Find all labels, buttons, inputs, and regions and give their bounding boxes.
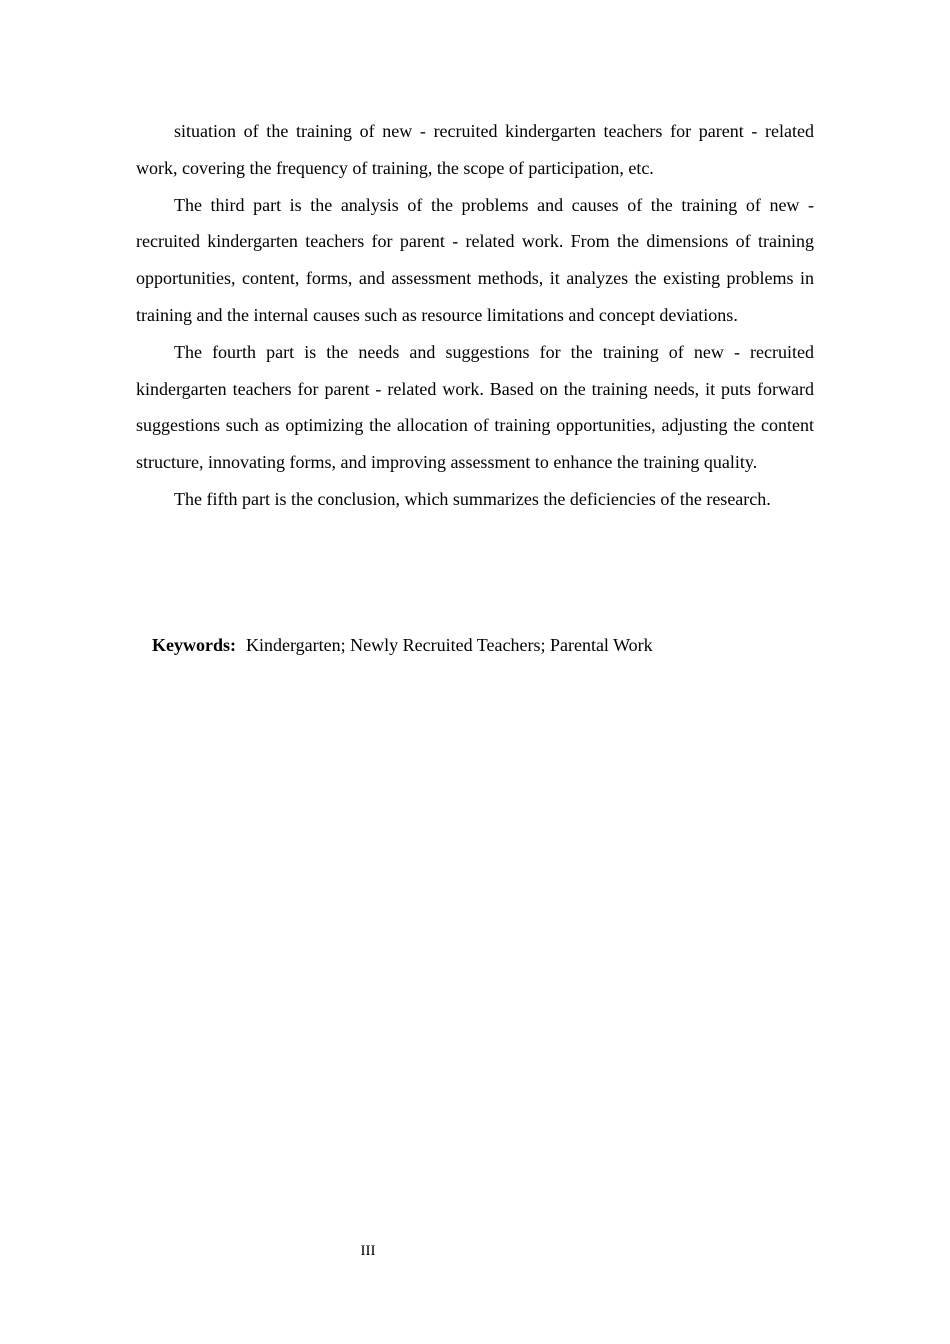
abstract-body bbox=[136, 113, 814, 518]
paragraph-fifth-part: The fifth part is the conclusion, which summarizes the deficiencies of the research. bbox=[174, 488, 771, 509]
keywords-text: Kindergarten; Newly Recruited Teachers; Parental Work bbox=[246, 635, 653, 655]
page-number: III bbox=[360, 1243, 376, 1259]
keywords-line bbox=[152, 627, 653, 663]
paragraph-fourth-part: The fourth part is the needs and suggestions for the training of new - recruited kindergarten teachers for parent - related work. Based on the training needs, it puts forward suggestions such as optimizing the allocation of training opportunities, adjusting the content structure, innovating forms, and improving assessment to enhance the training quality. bbox=[136, 341, 814, 473]
paragraph-continuation: situation of the training of new - recruited kindergarten teachers for parent - related work, covering the frequency of training, the scope of participation, etc. bbox=[136, 121, 814, 178]
keywords-label: Keywords: bbox=[152, 635, 236, 655]
paragraph-third-part: The third part is the analysis of the problems and causes of the training of new - recruited kindergarten teachers for parent - related work. From the dimensions of training opportunities, content, forms, and assessment methods, it analyzes the existing problems in training and the internal causes such as resource limitations and concept deviations. bbox=[136, 194, 814, 325]
